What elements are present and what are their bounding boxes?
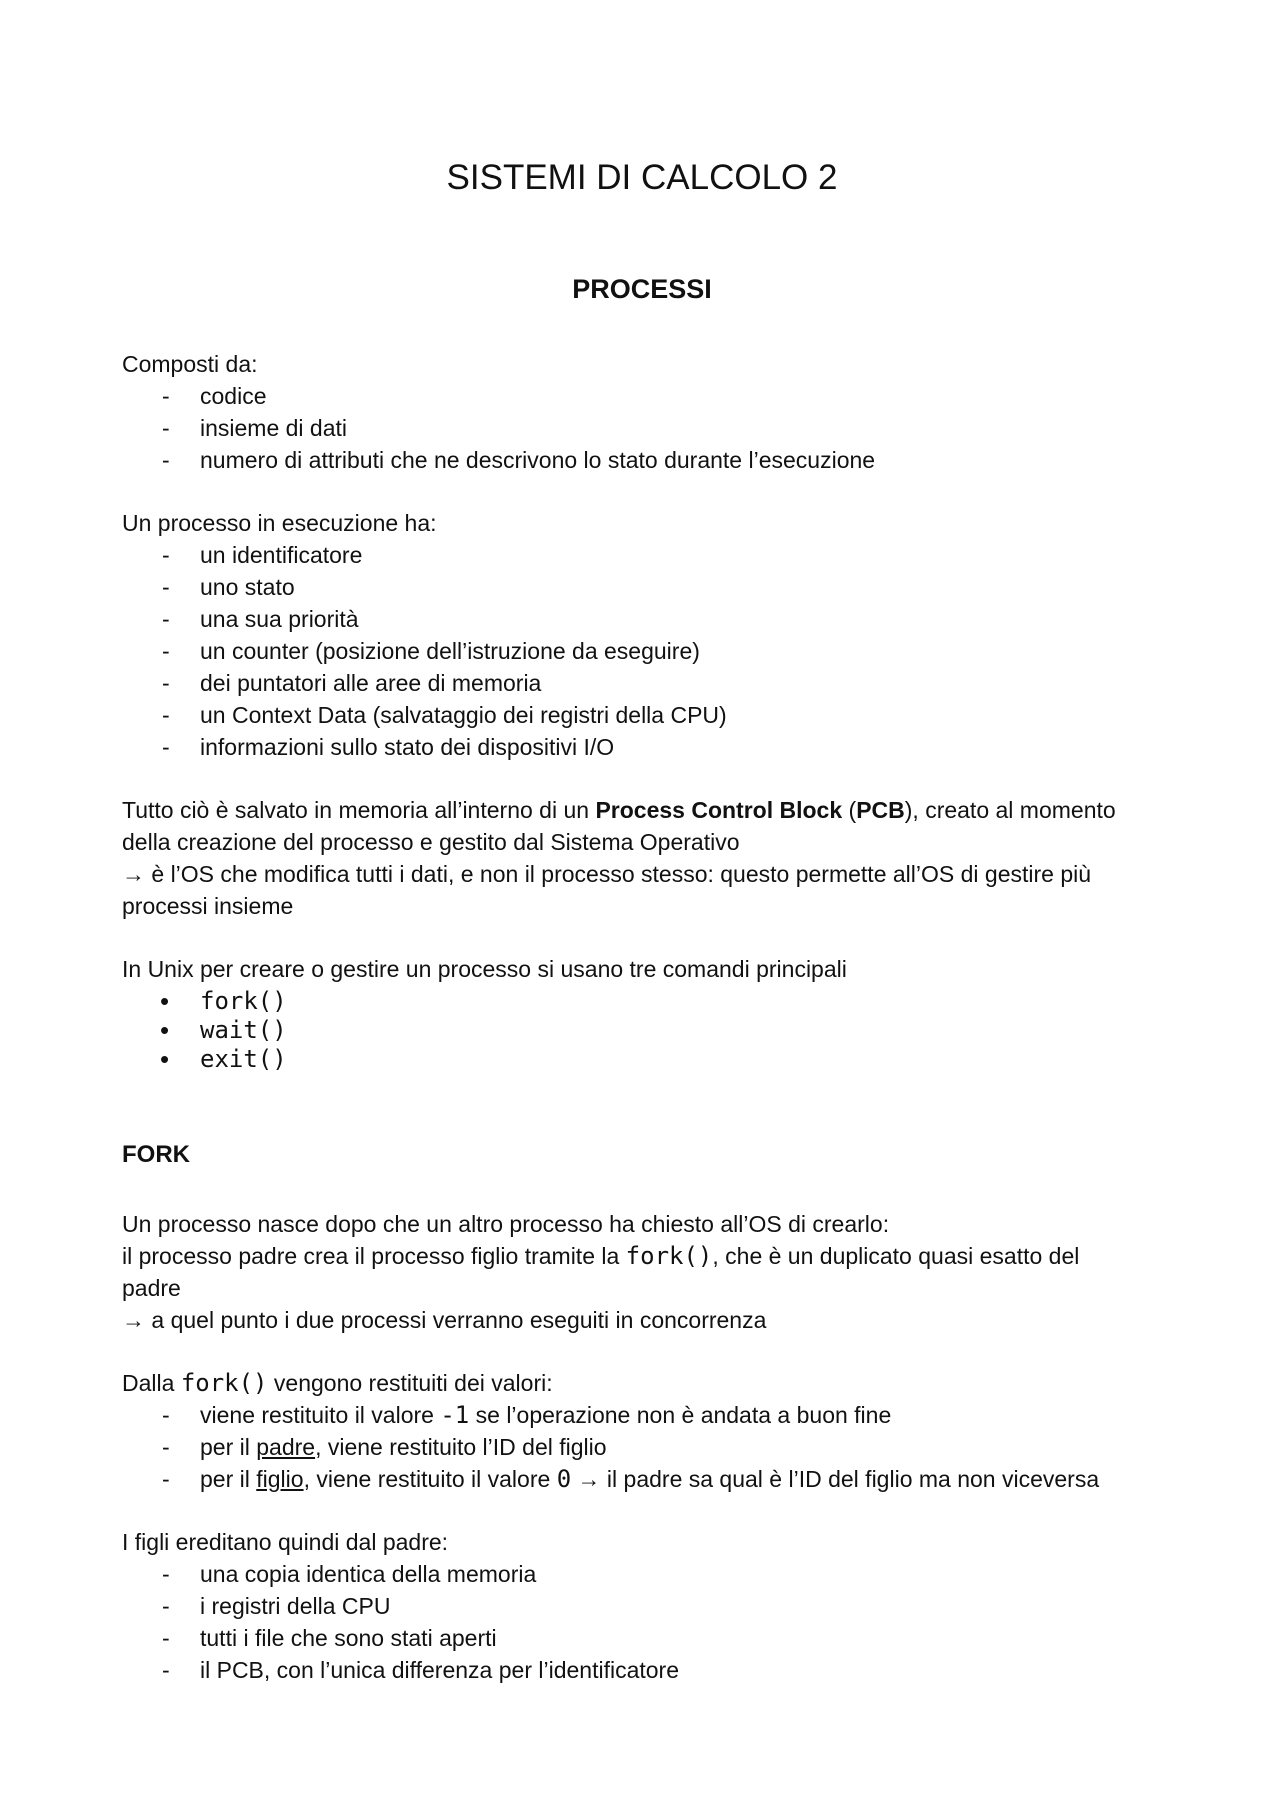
dash-marker: - [162,447,170,473]
section-heading-fork: FORK [122,1141,190,1168]
pcb-paragraph-line: Tutto ciò è salvato in memoria all’interno di un Process Control Block (PCB), creato al momento [122,797,1116,823]
return-values-intro: Dalla fork() vengono restituiti dei valori: [122,1369,553,1397]
code-wait: wait() [200,1016,287,1044]
dash-marker: - [162,670,170,696]
dash-marker: - [162,702,170,728]
dash-marker: - [162,383,170,409]
fork-paragraph-line: padre [122,1275,181,1301]
dash-marker: - [162,1593,170,1619]
dash-marker: - [162,1434,170,1460]
pcb-paragraph-line: → è l’OS che modifica tutti i dati, e non il processo stesso: questo permette all’OS di gestire più [122,861,1092,887]
bullet-marker: • [160,1044,170,1074]
fork-paragraph-line: Un processo nasce dopo che un altro processo ha chiesto all’OS di crearlo: [122,1211,890,1237]
dash-marker: - [162,415,170,441]
section-heading-processi: PROCESSI [572,274,712,304]
bullet-marker: • [160,1015,170,1045]
dash-marker: - [162,1561,170,1587]
dash-marker: - [162,734,170,760]
dash-marker: - [162,1402,170,1428]
dash-marker: - [162,574,170,600]
dash-marker: - [162,542,170,568]
fork-paragraph-line: → a quel punto i due processi verranno eseguiti in concorrenza [122,1307,767,1333]
composti-intro: Composti da: [122,351,258,377]
code-exit: exit() [200,1045,287,1073]
fork-paragraph-line: il processo padre crea il processo figlio tramite la fork(), che è un duplicato quasi esatto del [122,1242,1080,1270]
esecuzione-intro: Un processo in esecuzione ha: [122,510,437,536]
code-fork: fork() [200,987,287,1015]
inherit-intro: I figli ereditano quindi dal padre: [122,1529,449,1555]
dash-marker: - [162,606,170,632]
pcb-paragraph-line: processi insieme [122,893,294,919]
dash-marker: - [162,1625,170,1651]
dash-marker: - [162,638,170,664]
document-title: SISTEMI DI CALCOLO 2 [446,158,838,197]
dash-marker: - [162,1657,170,1683]
pcb-paragraph-line: della creazione del processo e gestito dal Sistema Operativo [122,829,740,855]
bullet-marker: • [160,986,170,1016]
unix-intro: In Unix per creare o gestire un processo si usano tre comandi principali [122,956,847,982]
dash-marker: - [162,1466,170,1492]
